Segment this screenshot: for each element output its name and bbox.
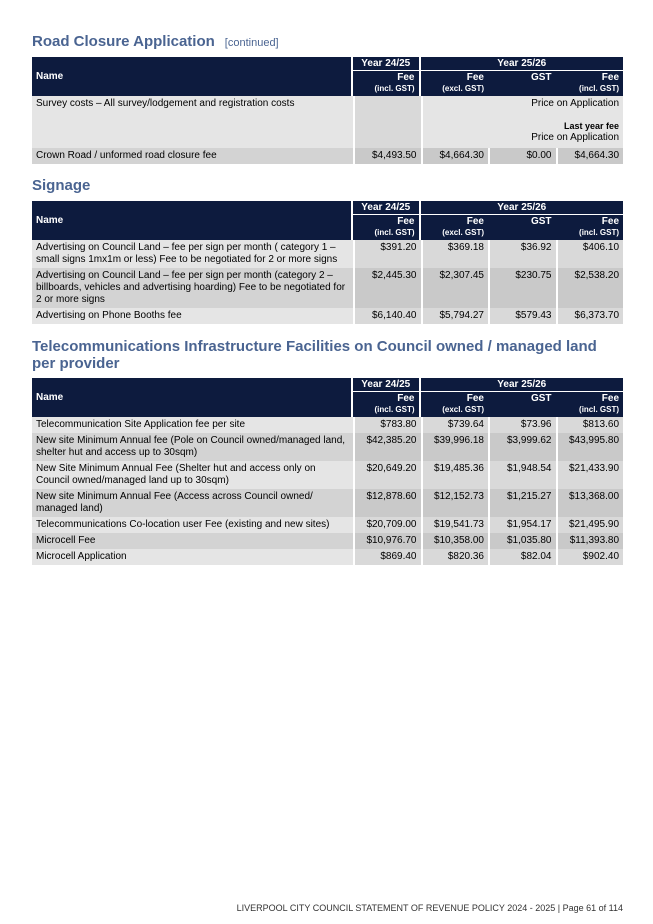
row-fee-2425 <box>353 96 421 148</box>
row-gst: $1,954.17 <box>488 517 556 533</box>
header-fee-excl: Fee (excl. GST) <box>421 71 489 96</box>
row-name: Advertising on Phone Booths fee <box>32 308 353 324</box>
table-row <box>32 533 623 549</box>
signage-title: Signage <box>32 177 91 194</box>
row-fee-excl: $39,996.18 <box>421 433 489 461</box>
table-row <box>32 517 623 533</box>
table-row <box>32 96 623 148</box>
table-row <box>32 268 623 308</box>
header-gst: GST <box>488 392 556 417</box>
row-name: Advertising on Council Land – fee per sign per month ( category 1 – small signs 1mx1m or less) Fee to be negotiated for 2 or more signs <box>32 240 353 268</box>
row-fee-excl: $12,152.73 <box>421 489 489 517</box>
row-fee-incl: $6,373.70 <box>556 308 624 324</box>
header-fee-incl: Fee (incl. GST) <box>353 392 421 417</box>
header-year-2526: Year 25/26 <box>421 201 624 215</box>
row-name: New Site Minimum Annual Fee (Shelter hut and access only on Council owned/managed land up to 30sqm) <box>32 461 353 489</box>
header-fee-incl-2526: Fee (incl. GST) <box>556 215 624 240</box>
row-name: Advertising on Council Land – fee per sign per month (category 2 – billboards, vehicles and advertising hoarding) Fee to be negotiated for 2 or more signs <box>32 268 353 308</box>
row-fee-incl: $21,495.90 <box>556 517 624 533</box>
road-closure-table <box>32 57 623 164</box>
header-fee-incl: Fee (incl. GST) <box>353 71 421 96</box>
row-fee-2425: $42,385.20 <box>353 433 421 461</box>
row-name: Microcell Application <box>32 549 353 565</box>
row-fee-2425: $391.20 <box>353 240 421 268</box>
row-fee-excl: $19,541.73 <box>421 517 489 533</box>
telecom-table <box>32 378 623 565</box>
row-fee-excl: $369.18 <box>421 240 489 268</box>
row-fee-incl: $43,995.80 <box>556 433 624 461</box>
table-row <box>32 433 623 461</box>
row-gst: $1,035.80 <box>488 533 556 549</box>
row-fee-excl: $4,664.30 <box>421 148 489 164</box>
row-gst: $1,948.54 <box>488 461 556 489</box>
row-gst: $3,999.62 <box>488 433 556 461</box>
header-year-2425: Year 24/25 <box>353 57 421 71</box>
row-fee-2425: $2,445.30 <box>353 268 421 308</box>
row-fee-2425: $12,878.60 <box>353 489 421 517</box>
row-fee-excl: $2,307.45 <box>421 268 489 308</box>
row-fee-2425: $6,140.40 <box>353 308 421 324</box>
header-fee-incl-2526: Fee (incl. GST) <box>556 392 624 417</box>
row-name: Telecommunications Co-location user Fee (existing and new sites) <box>32 517 353 533</box>
signage-table <box>32 201 623 324</box>
road-closure-title: Road Closure Application [continued] <box>32 33 279 50</box>
row-gst: $0.00 <box>488 148 556 164</box>
header-year-2526: Year 25/26 <box>421 57 624 71</box>
header-fee-incl-2526: Fee (incl. GST) <box>556 71 624 96</box>
row-gst: $73.96 <box>488 417 556 433</box>
row-fee-excl: $19,485.36 <box>421 461 489 489</box>
row-fee-2425: $783.80 <box>353 417 421 433</box>
row-gst: $579.43 <box>488 308 556 324</box>
row-name: New site Minimum Annual Fee (Access across Council owned/ managed land) <box>32 489 353 517</box>
row-fee-incl: $4,664.30 <box>556 148 624 164</box>
row-fee-excl: $10,358.00 <box>421 533 489 549</box>
row-fee-2425: $20,649.20 <box>353 461 421 489</box>
row-fee-incl: $813.60 <box>556 417 624 433</box>
table-row <box>32 240 623 268</box>
row-gst: $36.92 <box>488 240 556 268</box>
row-gst: $1,215.27 <box>488 489 556 517</box>
table-row <box>32 308 623 324</box>
header-year-2526: Year 25/26 <box>421 378 624 392</box>
table-row <box>32 549 623 565</box>
row-fee-incl: $13,368.00 <box>556 489 624 517</box>
row-name: New site Minimum Annual fee (Pole on Council owned/managed land, shelter hut and access up to 30sqm) <box>32 433 353 461</box>
row-name: Crown Road / unformed road closure fee <box>32 148 353 164</box>
row-fee-incl: $21,433.90 <box>556 461 624 489</box>
row-gst: $230.75 <box>488 268 556 308</box>
header-name: Name <box>32 378 353 417</box>
price-on-application: Price on Application Last year fee Price on Application <box>421 96 624 148</box>
table-row <box>32 489 623 517</box>
row-fee-incl: $406.10 <box>556 240 624 268</box>
row-name: Telecommunication Site Application fee per site <box>32 417 353 433</box>
row-fee-incl: $902.40 <box>556 549 624 565</box>
row-name: Microcell Fee <box>32 533 353 549</box>
header-year-2425: Year 24/25 <box>353 378 421 392</box>
row-fee-2425: $4,493.50 <box>353 148 421 164</box>
page-footer: LIVERPOOL CITY COUNCIL STATEMENT OF REVENUE POLICY 2024 - 2025 | Page 61 of 114 <box>236 903 623 913</box>
continued-label: [continued] <box>224 37 279 49</box>
header-fee-excl: Fee (excl. GST) <box>421 392 489 417</box>
telecom-title: Telecommunications Infrastructure Facilities on Council owned / managed land per provider <box>32 338 597 372</box>
row-fee-excl: $820.36 <box>421 549 489 565</box>
table-row <box>32 461 623 489</box>
header-fee-incl: Fee (incl. GST) <box>353 215 421 240</box>
last-year-value: Price on Application <box>531 132 620 143</box>
row-fee-incl: $11,393.80 <box>556 533 624 549</box>
table-row <box>32 417 623 433</box>
row-fee-2425: $10,976.70 <box>353 533 421 549</box>
header-gst: GST <box>488 71 556 96</box>
row-name: Survey costs – All survey/lodgement and registration costs <box>32 96 353 148</box>
header-name: Name <box>32 57 353 96</box>
header-name: Name <box>32 201 353 240</box>
row-fee-excl: $739.64 <box>421 417 489 433</box>
header-year-2425: Year 24/25 <box>353 201 421 215</box>
row-fee-2425: $869.40 <box>353 549 421 565</box>
header-gst: GST <box>488 215 556 240</box>
row-fee-2425: $20,709.00 <box>353 517 421 533</box>
row-gst: $82.04 <box>488 549 556 565</box>
header-fee-excl: Fee (excl. GST) <box>421 215 489 240</box>
row-fee-excl: $5,794.27 <box>421 308 489 324</box>
row-fee-incl: $2,538.20 <box>556 268 624 308</box>
last-year-label: Last year fee <box>563 121 620 131</box>
table-row <box>32 148 623 164</box>
